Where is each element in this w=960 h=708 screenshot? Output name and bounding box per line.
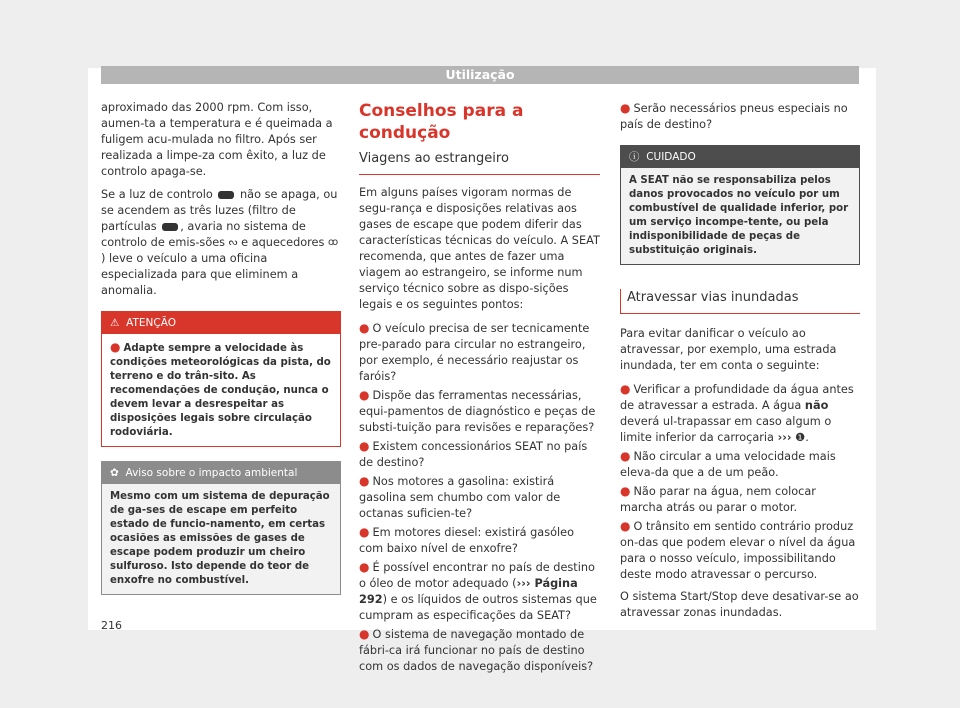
environment-box-header: ✿ Aviso sobre o impacto ambiental xyxy=(102,462,340,484)
section-title: Conselhos para a condução xyxy=(359,101,524,143)
section-subtitle: Viagens ao estrangeiro xyxy=(359,150,600,175)
caution-ref-icon: ❶ xyxy=(795,431,806,444)
warning-box-body: ● Adapte sempre a velocidade às condições meteorológicas da pista, do terreno e do trân-sito. As recomendações de condução, nunca o devem levar a desrespeitar as disposições legais sobre circulação rodoviária. xyxy=(110,340,331,438)
glow-plug-icon: ꝏ xyxy=(328,237,339,248)
list-item: ● O veículo precisa de ser tecnicamente pre-parado para circular no estrangeiro, por exemplo, é necessário reajustar os faróis? xyxy=(359,321,590,383)
list-item: ● Não parar na água, nem colocar marcha atrás ou parar o motor. xyxy=(620,484,816,514)
bullet-icon: ● xyxy=(359,439,370,453)
particle-filter-icon xyxy=(162,223,178,231)
warning-box xyxy=(101,311,341,447)
engine-warning-icon xyxy=(218,191,234,199)
bullet-icon: ● xyxy=(359,321,370,335)
paragraph: aproximado das 2000 rpm. Com isso, aumen-ta a temperatura e é queimada a fuligem acu-mulada no filtro. Após ser realizada a limpe-za com êxito, a luz de controlo apaga-se. xyxy=(101,101,333,178)
info-circle-icon: ⓘ xyxy=(629,151,640,163)
list-item: ● Existem concessionários SEAT no país de destino? xyxy=(359,439,588,469)
environment-box-body: Mesmo com um sistema de depuração de ga-ses de escape em perfeito estado de funcio-namento, em certas ocasiões as emissões de gases de escape podem produzir um cheiro sulfuroso. Isto depende do teor de enxofre no combustível. xyxy=(102,484,340,594)
bullet-icon: ● xyxy=(620,101,631,115)
bullet-icon: ● xyxy=(620,519,631,533)
list-item: ● Serão necessários pneus especiais no país de destino? xyxy=(620,101,848,131)
paragraph: O sistema Start/Stop deve desativar-se ao atravessar zonas inundadas. xyxy=(620,590,859,619)
leaf-icon: ✿ xyxy=(110,467,119,479)
paragraph: Se a luz de controlo não se apaga, ou se acendem as três luzes (filtro de partículas , avaria no sistema de controlo de emis-sões ᔓ e aquecedores ꝏ) leve o veículo a uma oficina especializada para que eliminem a anomalia. xyxy=(101,188,339,297)
column-middle xyxy=(359,100,600,677)
page-number: 216 xyxy=(101,619,122,632)
list-item: ● O trânsito em sentido contrário produz on-das que podem elevar o nível da água para o nosso veículo, impossibilitando deste modo atravessar o percurso. xyxy=(620,519,856,581)
column-left xyxy=(101,100,341,595)
list-item: ● Em motores diesel: existirá gasóleo com baixo nível de enxofre? xyxy=(359,525,575,555)
list-item: ● Verificar a profundidade da água antes de atravessar a estrada. A água não deverá ul-trapassar em caso algum o limite inferior da carroçaria ››› ❶. xyxy=(620,382,854,444)
header-bar xyxy=(101,66,859,84)
warning-box-header: ⚠ ATENÇÃO xyxy=(102,312,340,334)
page-reference-link[interactable]: ››› Página 292 xyxy=(359,577,578,606)
list-item: ● Nos motores a gasolina: existirá gasolina sem chumbo com valor de octanas suficien-te? xyxy=(359,474,561,520)
bullet-icon: ● xyxy=(620,449,631,463)
bullet-icon: ● xyxy=(620,382,631,396)
bullet-icon: ● xyxy=(359,627,370,641)
section-subtitle: Atravessar vias inundadas xyxy=(620,289,860,314)
list-item: ● O sistema de navegação montado de fábri-ca irá funcionar no país de destino com os dados de navegação disponíveis? xyxy=(359,627,594,673)
paragraph: Para evitar danificar o veículo ao atravessar, por exemplo, uma estrada inundada, ter em conta o seguinte: xyxy=(620,327,837,372)
column-right xyxy=(620,100,860,628)
bullet-icon: ● xyxy=(359,388,370,402)
page-reference-link[interactable]: ››› xyxy=(777,431,792,444)
bullet-icon: ● xyxy=(620,484,631,498)
bullet-icon: ● xyxy=(359,525,370,539)
bullet-icon: ● xyxy=(359,474,370,488)
list-item: ● Não circular a uma velocidade mais eleva-da que a de um peão. xyxy=(620,449,836,479)
caution-box-header: ⓘ CUIDADO xyxy=(621,146,859,168)
environment-box xyxy=(101,461,341,595)
list-item: ● É possível encontrar no país de destino o óleo de motor adequado (››› Página 292) e os líquidos de outros sistemas que cumpram as especificações da SEAT? xyxy=(359,560,597,622)
emission-control-icon: ᔓ xyxy=(228,237,238,248)
page-header-title: Utilização xyxy=(445,67,515,82)
bullet-icon: ● xyxy=(110,340,121,354)
caution-box-body: A SEAT não se responsabiliza pelos danos provocados no veículo por um combustível de qualidade inferior, por um serviço incompe-tente, ou pela indisponibilidade de peças de substituição originais. xyxy=(621,168,859,264)
list-item: ● Dispõe das ferramentas necessárias, equi-pamentos de diagnóstico e peças de substi-tuição para revisões e reparações? xyxy=(359,388,596,434)
warning-triangle-icon: ⚠ xyxy=(110,317,120,329)
caution-box xyxy=(620,145,860,265)
paragraph: Em alguns países vigoram normas de segu-rança e disposições relativas aos gases de escape que podem diferir das características técnicas do veículo. A SEAT recomenda, que antes de fazer uma viagem ao estrangeiro, se informe num serviço técnico sobre as dispo-sições legais e os seguintes pontos: xyxy=(359,186,600,311)
bullet-icon: ● xyxy=(359,560,370,574)
